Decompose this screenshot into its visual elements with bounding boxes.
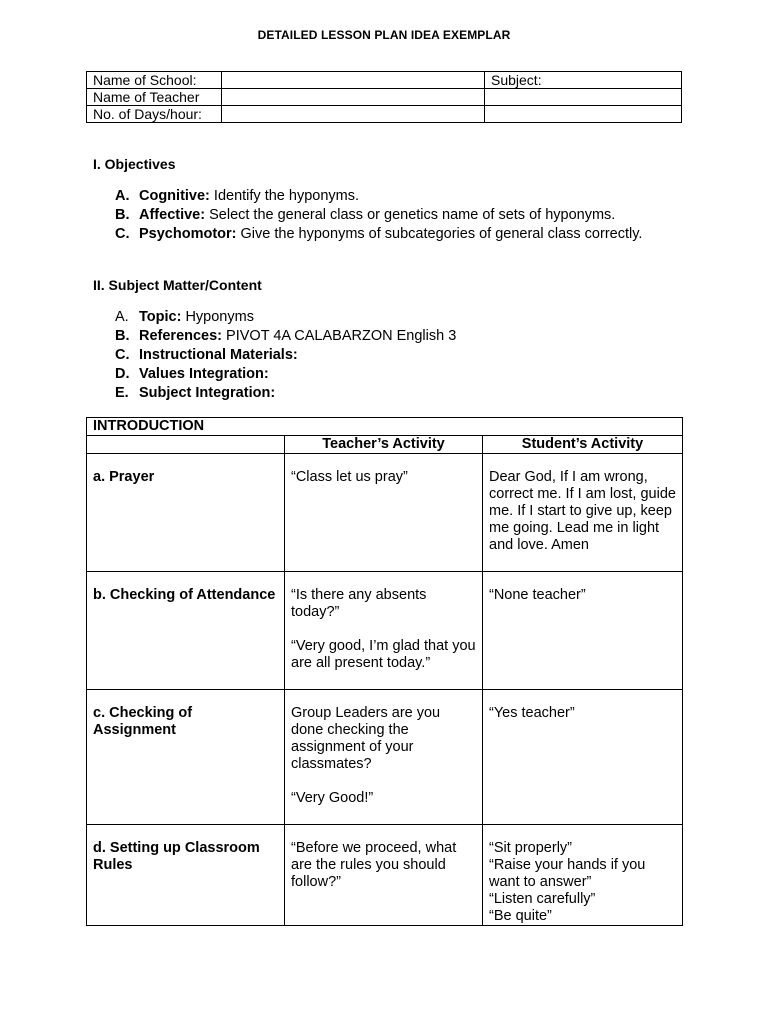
item-letter: A.	[115, 309, 129, 325]
list-item	[115, 384, 675, 403]
introduction-header: INTRODUCTION	[87, 418, 683, 436]
item-label: Cognitive:	[139, 188, 210, 204]
student-text: Dear God, If I am wrong, correct me. If I am lost, guide me. If I start to give up, keep me going. Lead me in light and love. Amen	[489, 469, 676, 553]
activity-table	[86, 417, 683, 926]
item-label: Psychomotor:	[139, 226, 237, 242]
table-row	[87, 72, 682, 89]
table-row	[87, 418, 683, 436]
student-cell	[483, 572, 683, 690]
student-text: “Be quite”	[489, 908, 552, 924]
item-label: Topic:	[139, 309, 182, 325]
row-title: a. Prayer	[87, 454, 285, 572]
days-value	[222, 106, 485, 123]
teacher-cell	[285, 572, 483, 690]
empty-cell	[485, 106, 682, 123]
list-item	[115, 346, 675, 365]
item-letter: C.	[115, 226, 130, 242]
teacher-cell	[285, 825, 483, 926]
page-title: DETAILED LESSON PLAN IDEA EXEMPLAR	[257, 28, 511, 42]
item-letter: A.	[115, 188, 130, 204]
list-item	[115, 365, 675, 384]
paragraph-gap	[291, 773, 476, 790]
list-item	[115, 206, 675, 225]
table-row	[87, 572, 683, 690]
paragraph-gap	[291, 621, 476, 638]
student-cell	[483, 690, 683, 825]
objectives-heading: I. Objectives	[93, 156, 176, 172]
table-row	[87, 825, 683, 926]
teacher-cell	[285, 690, 483, 825]
row-title: b. Checking of Attendance	[87, 572, 285, 690]
item-letter: C.	[115, 347, 130, 363]
item-text: Identify the hyponyms.	[209, 188, 359, 204]
list-item	[115, 308, 675, 327]
subject-label: Subject:	[485, 72, 682, 89]
teacher-value	[222, 89, 485, 106]
school-value	[222, 72, 485, 89]
teacher-text: “Is there any absents today?”	[291, 587, 427, 620]
table-row	[87, 436, 683, 454]
item-text: PIVOT 4A CALABARZON English 3	[222, 328, 457, 344]
item-label: Affective:	[139, 207, 206, 223]
item-letter: E.	[115, 385, 129, 401]
item-text: Select the general class or genetics name of sets of hyponyms.	[205, 207, 616, 223]
days-label: No. of Days/hour:	[87, 106, 222, 123]
subject-value	[485, 89, 682, 106]
item-label: Values Integration:	[139, 366, 269, 382]
item-text: Hyponyms	[181, 309, 254, 325]
subject-matter-list	[115, 308, 675, 403]
row-title: c. Checking of Assignment	[87, 690, 285, 825]
item-label: Instructional Materials:	[139, 347, 298, 363]
teacher-text: “Class let us pray”	[291, 469, 408, 485]
student-text: “Sit properly”	[489, 840, 572, 856]
table-row	[87, 89, 682, 106]
student-text: “Listen carefully”	[489, 891, 596, 907]
row-title: d. Setting up Classroom Rules	[87, 825, 285, 926]
school-info-table	[86, 71, 682, 123]
objectives-list	[115, 187, 675, 244]
list-item	[115, 327, 675, 346]
teacher-activity-header: Teacher’s Activity	[285, 436, 483, 454]
teacher-label: Name of Teacher	[87, 89, 222, 106]
student-cell	[483, 454, 683, 572]
student-cell	[483, 825, 683, 926]
teacher-cell	[285, 454, 483, 572]
empty-header-cell	[87, 436, 285, 454]
teacher-text: “Before we proceed, what are the rules you should follow?”	[291, 840, 457, 890]
item-label: Subject Integration:	[139, 385, 276, 401]
item-letter: B.	[115, 328, 130, 344]
table-row	[87, 690, 683, 825]
table-row	[87, 454, 683, 572]
teacher-text: “Very good, I’m glad that you are all present today.”	[291, 638, 476, 671]
teacher-text: “Very Good!”	[291, 790, 374, 806]
item-label: References:	[139, 328, 223, 344]
item-text: Give the hyponyms of subcategories of general class correctly.	[236, 226, 643, 242]
list-item	[115, 225, 675, 244]
student-text: “Raise your hands if you want to answer”	[489, 857, 646, 890]
teacher-text: Group Leaders are you done checking the assignment of your classmates?	[291, 705, 441, 772]
student-text: “Yes teacher”	[489, 705, 575, 721]
school-label: Name of School:	[87, 72, 222, 89]
table-row	[87, 106, 682, 123]
item-letter: D.	[115, 366, 130, 382]
list-item	[115, 187, 675, 206]
item-letter: B.	[115, 207, 130, 223]
student-activity-header: Student’s Activity	[483, 436, 683, 454]
student-text: “None teacher”	[489, 587, 586, 603]
subject-matter-heading: II. Subject Matter/Content	[93, 277, 262, 293]
